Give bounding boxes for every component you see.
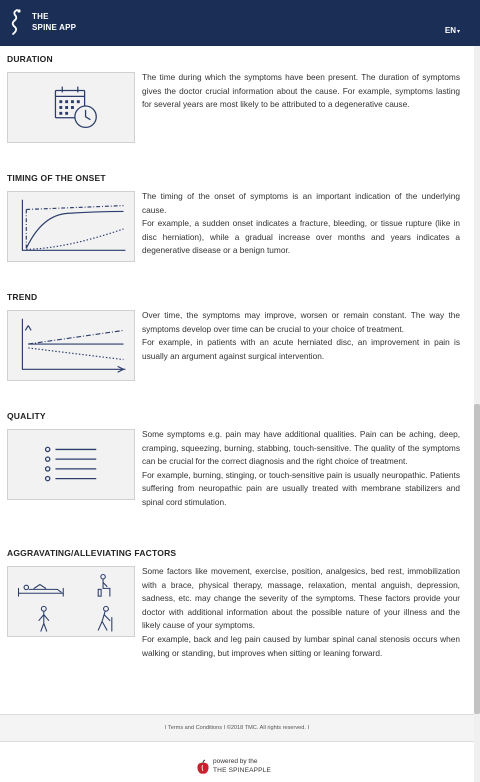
footer-separator: I	[164, 725, 167, 731]
footer-text	[0, 725, 474, 731]
powered-by[interactable]	[196, 757, 286, 777]
language-selector[interactable]	[445, 26, 460, 35]
scrollbar-thumb[interactable]	[474, 404, 480, 714]
section-title: TIMING OF THE ONSET	[7, 173, 106, 183]
language-label: EN	[444, 26, 456, 35]
list-icon	[7, 429, 135, 500]
footer-separator: I	[223, 725, 226, 731]
section-title: TREND	[7, 292, 38, 302]
paragraph: Some factors like movement, exercise, position, analgesics, bed rest, immobilization with a brace, physical therapy, massage, relaxation, mental anguish, depression, sadness, etc. may change the severity of the symptoms. These factors provide your doctor with additional information about the possible nature of your illness and the likely cause of your symptoms.	[142, 566, 460, 631]
app-title-line2: SPINE APP	[32, 23, 77, 32]
paragraph: For example, in patients with an acute herniated disc, an improvement in pain is usually an argument against surgical intervention.	[142, 337, 460, 361]
section-title: DURATION	[7, 54, 53, 64]
onset-graph-icon	[7, 191, 135, 262]
paragraph: The time during which the symptoms have been present. The duration of symptoms gives the doctor crucial information about the cause. For example, symptoms lasting for several years are most likely to be attributed to a degenerative cause.	[142, 72, 460, 110]
paragraph: For example, a sudden onset indicates a fracture, bleeding, or tissue rupture (like in disc herniation), while a gradual increase over months and years indicates a degenerative disease or a benign tumor.	[142, 218, 460, 256]
app-title-line1: THE	[32, 12, 49, 21]
paragraph: For example, back and leg pain caused by lumbar spinal canal stenosis occurs when walking or standing, but improves when sitting or leaning forward.	[142, 633, 460, 658]
caret-down-icon: ▾	[456, 29, 460, 35]
paragraph: Some symptoms e.g. pain may have additional qualities. Pain can be aching, deep, cramping, squeezing, burning, stabbing, touch-sensitive. The quality of the symptoms can be crucial for the correct diagnosis and the right choice of treatment.	[142, 429, 460, 467]
copyright-text: ©2018 TMC. All rights reserved.	[226, 725, 306, 731]
paragraph: Over time, the symptoms may improve, worsen or remain constant. The way the symptoms develop over time can be crucial to your choice of treatment.	[142, 310, 460, 334]
section-text	[142, 190, 460, 258]
spineapple-brand: THE SPINEAPPLE	[213, 767, 272, 774]
app-title	[32, 11, 76, 33]
paragraph: For example, burning, stinging, or touch-sensitive pain is usually neuropathic. Patients suffering from neuropathic pain are usually treated with membrane stabilizers and spinal cord stimulation.	[142, 469, 460, 507]
postures-icon	[7, 566, 135, 637]
section-title: QUALITY	[7, 411, 46, 421]
calendar-clock-icon	[7, 72, 135, 143]
powered-by-text: powered by the	[213, 758, 258, 765]
spineapple-logo-icon	[196, 759, 210, 775]
section-title: AGGRAVATING/ALLEVIATING FACTORS	[7, 548, 177, 558]
section-text	[142, 428, 460, 510]
paragraph: The timing of the onset of symptoms is an important indication of the underlying cause.	[142, 191, 460, 215]
section-text	[142, 309, 460, 363]
spine-logo-icon[interactable]	[8, 8, 24, 36]
section-text	[142, 71, 460, 112]
app-header	[0, 0, 480, 46]
footer	[0, 714, 474, 742]
terms-link[interactable]: Terms and Conditions	[167, 725, 223, 731]
trend-graph-icon	[7, 310, 135, 381]
footer-separator: I	[307, 725, 310, 731]
section-text	[142, 565, 460, 660]
